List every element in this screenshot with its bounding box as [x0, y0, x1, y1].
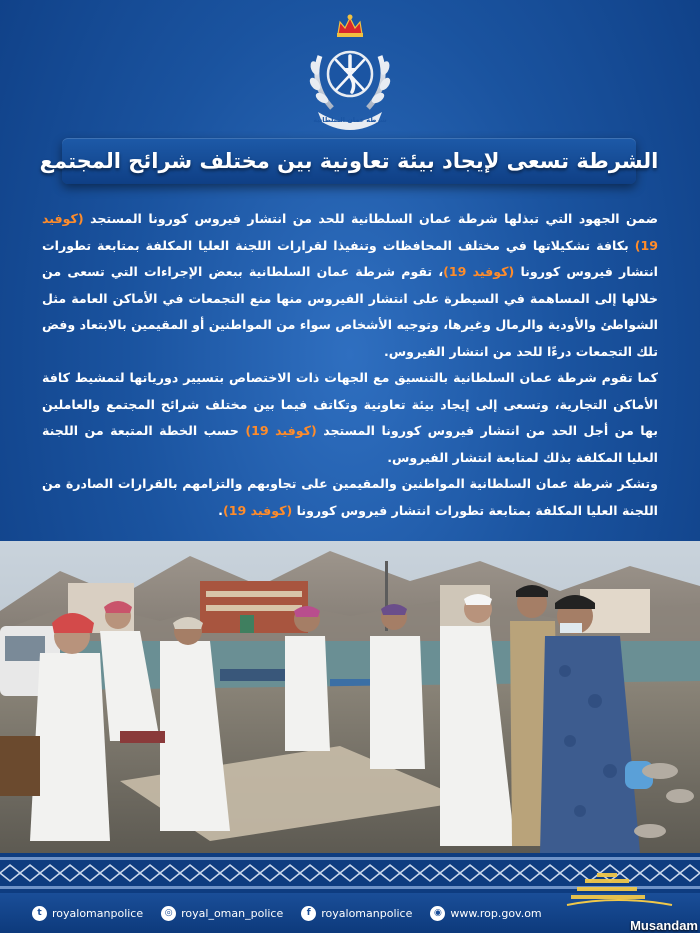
footer-website[interactable]: [430, 906, 541, 921]
covid-highlight: (كوفيد 19): [443, 264, 515, 279]
covid-highlight: (كوفيد 19): [42, 211, 658, 253]
footer-website-label: www.rop.gov.om: [450, 906, 542, 920]
page-title: الشرطة تسعى لإيجاد بيئة تعاونية بين مختلف شرائح المجتمع: [39, 149, 659, 173]
footer-twitter[interactable]: [32, 906, 143, 921]
article-paragraph-2: كما تقوم شرطة عمان السلطانية بالتنسيق مع الجهات ذات الاختصاص بتسيير دورياتها لتمشيط كافة الأماكن التجارية، وتسعى إلى إيجاد بيئة تعاونية وتكاتف فيما بين مختلف شرائح المجتمع والعاملين بها من أجل الحد من انتشار فيروس كورونا المستجد (كوفيد 19) حسب الخطة المتبعة من اللجنة العليا المكلفة بذلك لمتابعة انتشار الفيروس.: [42, 370, 658, 465]
footer-instagram[interactable]: [161, 906, 283, 921]
instagram-icon: ◎: [161, 906, 176, 921]
royal-oman-police-emblem-icon: [298, 12, 402, 130]
title-banner: [39, 138, 659, 184]
footer-twitter-label: royalomanpolice: [52, 906, 144, 920]
covid-highlight: (كوفيد 19): [245, 423, 317, 438]
facebook-icon: f: [301, 906, 316, 921]
footer-instagram-label: royal_oman_police: [181, 906, 284, 920]
covid-highlight: (كوفيد 19): [222, 502, 293, 518]
article-paragraph-3: وتشكر شرطة عمان السلطانية المواطنين والمقيمين على تجاوبهم والتزامهم بالقرارات الصادرة من اللجنة العليا المكلفة بمتابعة تطورات انتشار فيروس كورونا (كوفيد 19).: [42, 476, 658, 518]
twitter-icon: t: [32, 906, 47, 921]
emblem-ribbon-text: شرطة عمان السلطانية: [313, 116, 387, 124]
article-paragraph-1: ضمن الجهود التي تبذلها شرطة عمان السلطانية للحد من انتشار فيروس كورونا المستجد (كوفيد 19) بكافة تشكيلاتها في مختلف المحافظات وتنفيذا لقرارات اللجنة العليا المكلفة بمتابعة تطورات انتشار فيروس كورونا (كوفيد 19)، تقوم شرطة عمان السلطانية ببعض الإجراءات التي تسعى من خلالها إلى المساهمة في السيطرة على انتشار الفيروس منها منع التجمعات في الأماكن العامة مثل الشواطئ والأودية والرمال وغيرها، وتوجيه الأشخاص سواء من المواطنين أو المقيمين بالابتعاد وفض تلك التجمعات درءًا للحد من انتشار الفيروس.: [42, 211, 658, 359]
footer-facebook[interactable]: [301, 906, 412, 921]
police-officers-meeting-citizens-photo-icon: [0, 541, 700, 853]
watermark-label: Musandam: [630, 918, 698, 933]
article-body: [42, 206, 658, 524]
web-icon: ◉: [430, 906, 445, 921]
footer-facebook-label: royalomanpolice: [321, 906, 413, 920]
